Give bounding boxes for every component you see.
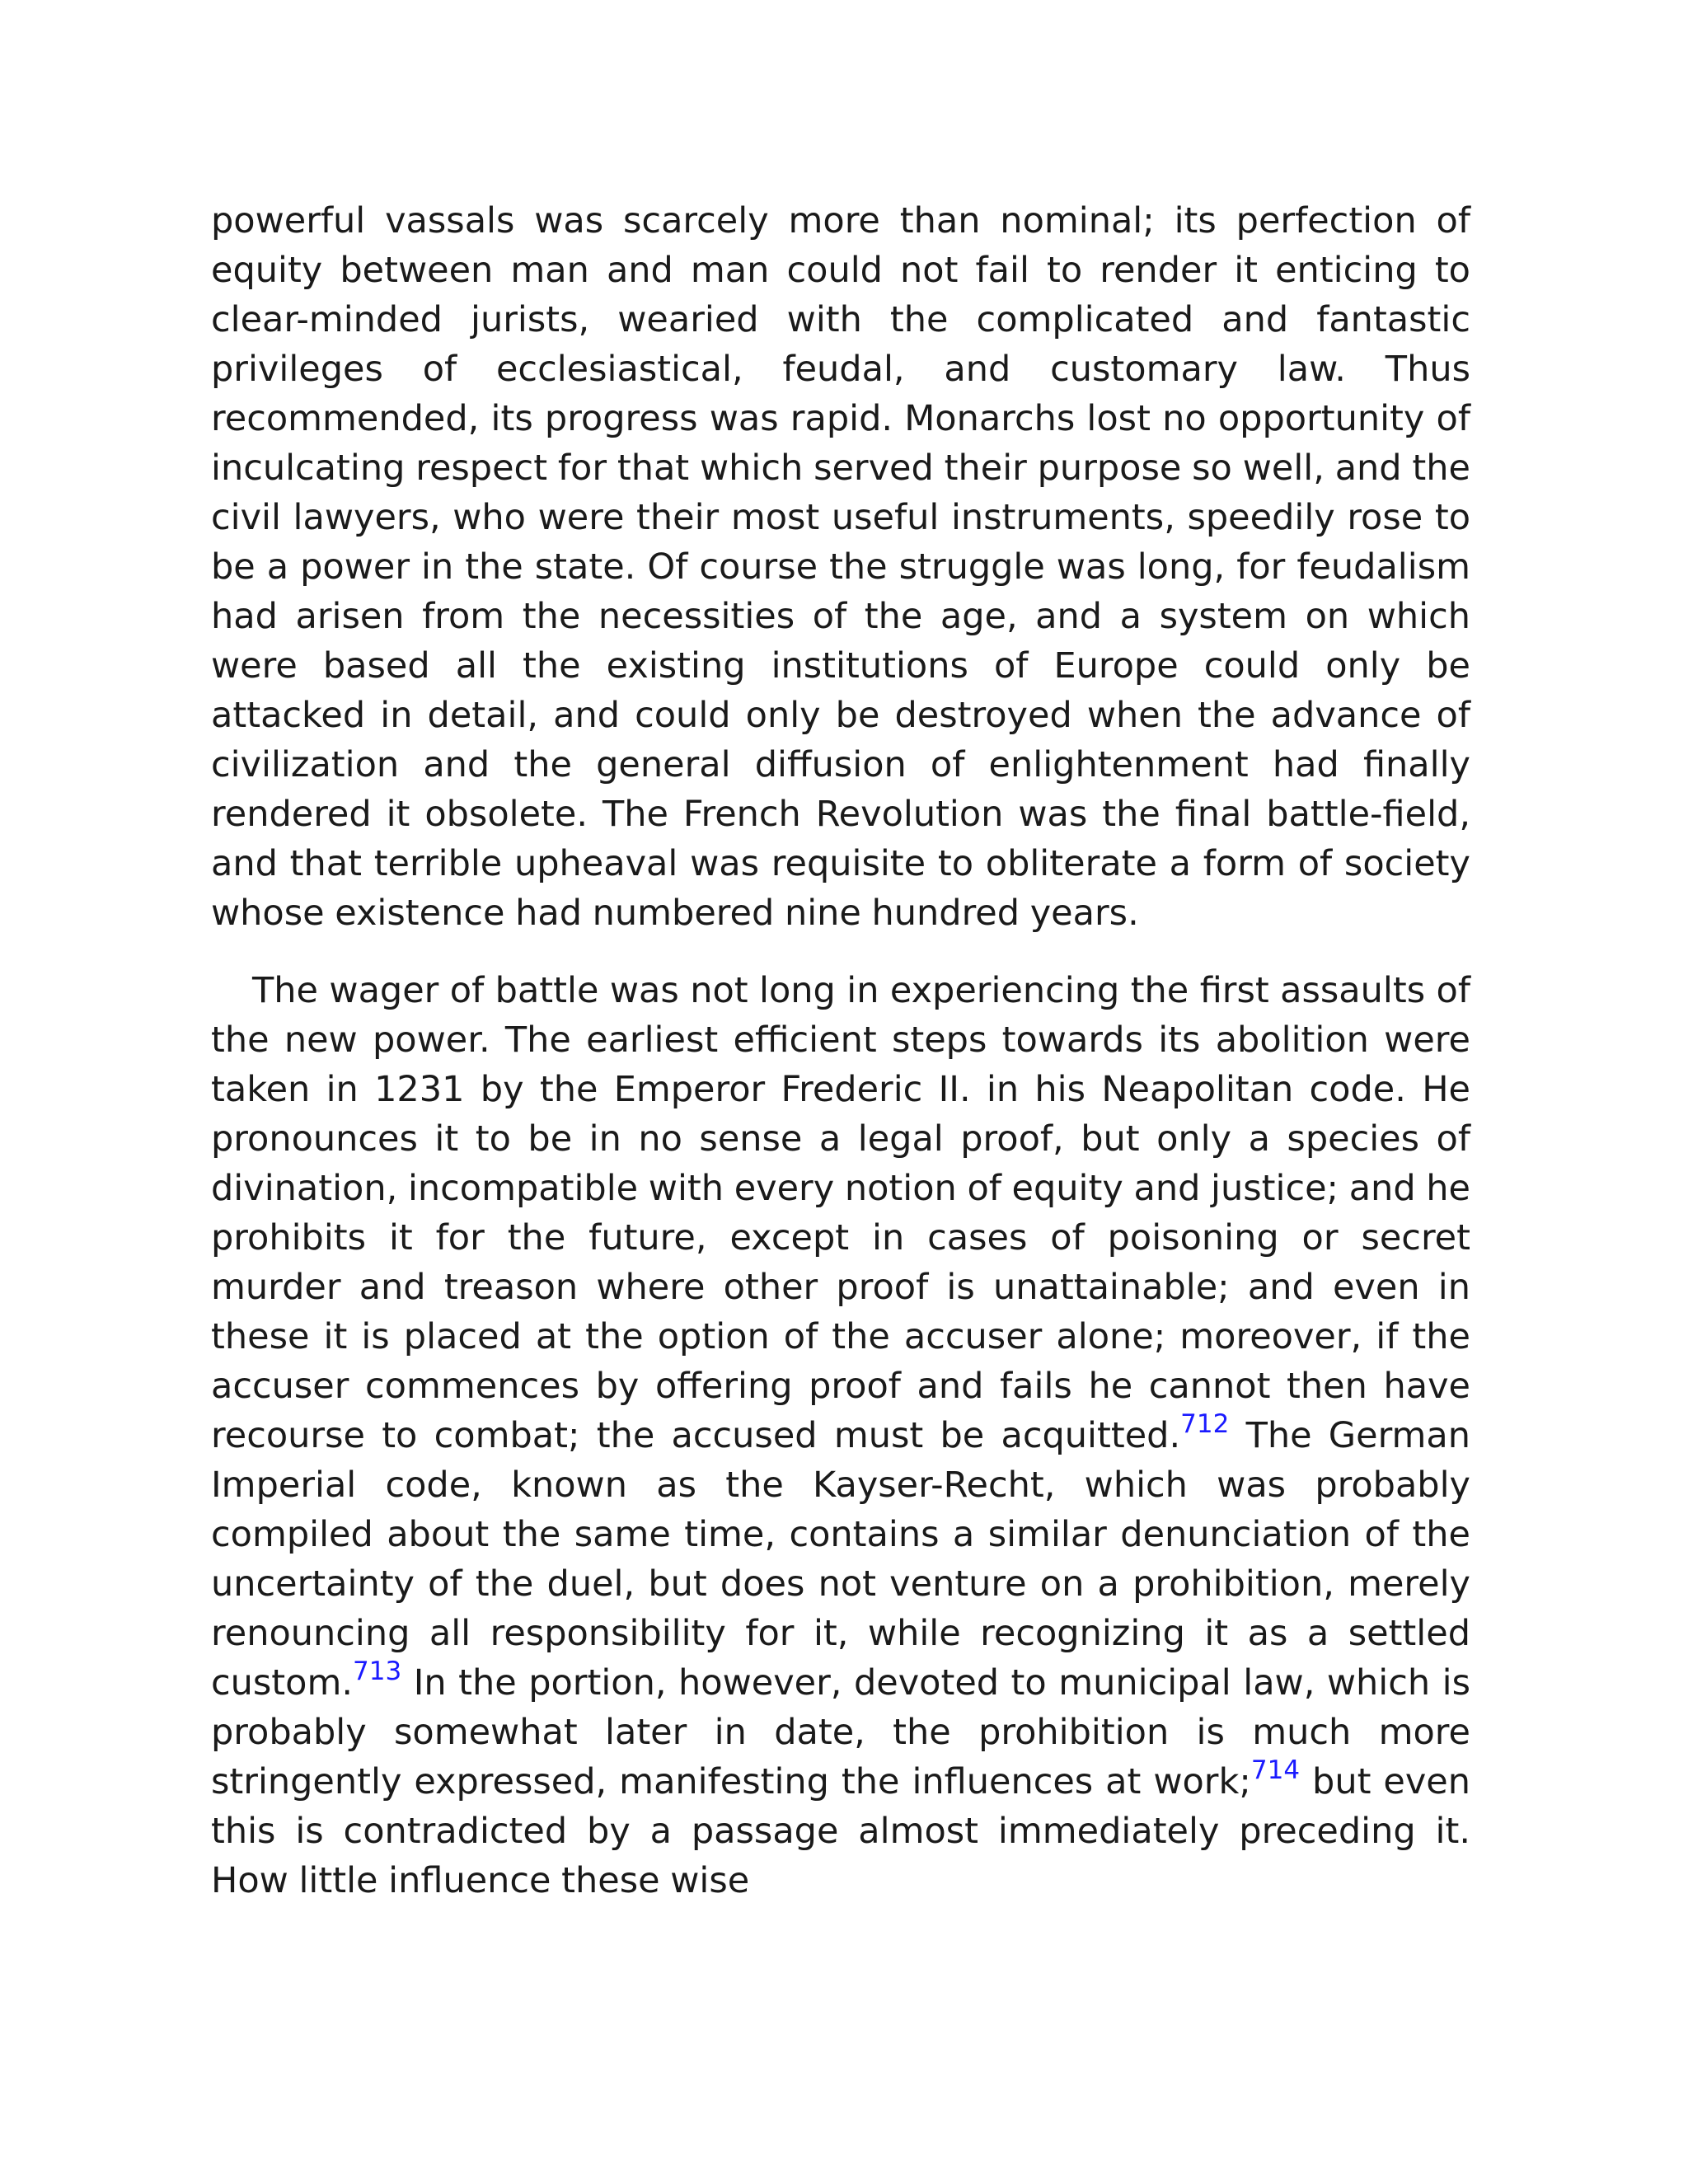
- paragraph: [211, 966, 1470, 1905]
- paragraph: powerful vassals was scarcely more than nominal; its perfection of equity between man and man could not fail to render it enticing to clear-minded jurists, wearied with the complicated and fantastic privileges of ecclesiastical, feudal, and customary law. Thus recommended, its progress was rapid. Monarchs lost no opportunity of inculcating respect for that which served their purpose so well, and the civil lawyers, who were their most useful instruments, speedily rose to be a power in the state. Of course the struggle was long, for feudalism had arisen from the necessities of the age, and a system on which were based all the existing institutions of Europe could only be attacked in detail, and could only be destroyed when the advance of civilization and the general diffusion of enlightenment had finally rendered it obsolete. The French Revolution was the final battle-field, and that terrible upheaval was requisite to obliterate a form of society whose existence had numbered nine hundred years.: [211, 200, 1470, 934]
- paragraph-text: In the portion, however, devoted to municipal law, which is probably somewhat later in date, the prohibition is much more stringently expressed, manifesting the influences at work;: [211, 1662, 1470, 1802]
- document-page: [211, 196, 1470, 1905]
- footnote-link[interactable]: 714: [1250, 1755, 1301, 1785]
- paragraph-text: but even this is contradicted by a passage almost immediately preceding it. How little influence these wise: [211, 1761, 1471, 1901]
- paragraph-text: The German Imperial code, known as the Kayser-Recht, which was probably compiled about the same time, contains a similar denunciation of the uncertainty of the duel, but does not venture on a prohibition, merely renouncing all responsibility for it, while recognizing it as a settled custom.: [211, 1415, 1470, 1704]
- footnote-link[interactable]: 712: [1180, 1409, 1230, 1439]
- footnote-link[interactable]: 713: [353, 1657, 402, 1686]
- paragraph-text: The wager of battle was not long in experiencing the first assaults of the new power. The earliest efficient steps towards its abolition were taken in 1231 by the Emperor Frederic II. in his Neapolitan code. He pronounces it to be in no sense a legal proof, but only a species of divination, incompatible with every notion of equity and justice; and he prohibits it for the future, except in cases of poisoning or secret murder and treason where other proof is unattainable; and even in these it is placed at the option of the accuser alone; moreover, if the accuser commences by offering proof and fails he cannot then have recourse to combat; the accused must be acquitted.: [211, 970, 1470, 1456]
